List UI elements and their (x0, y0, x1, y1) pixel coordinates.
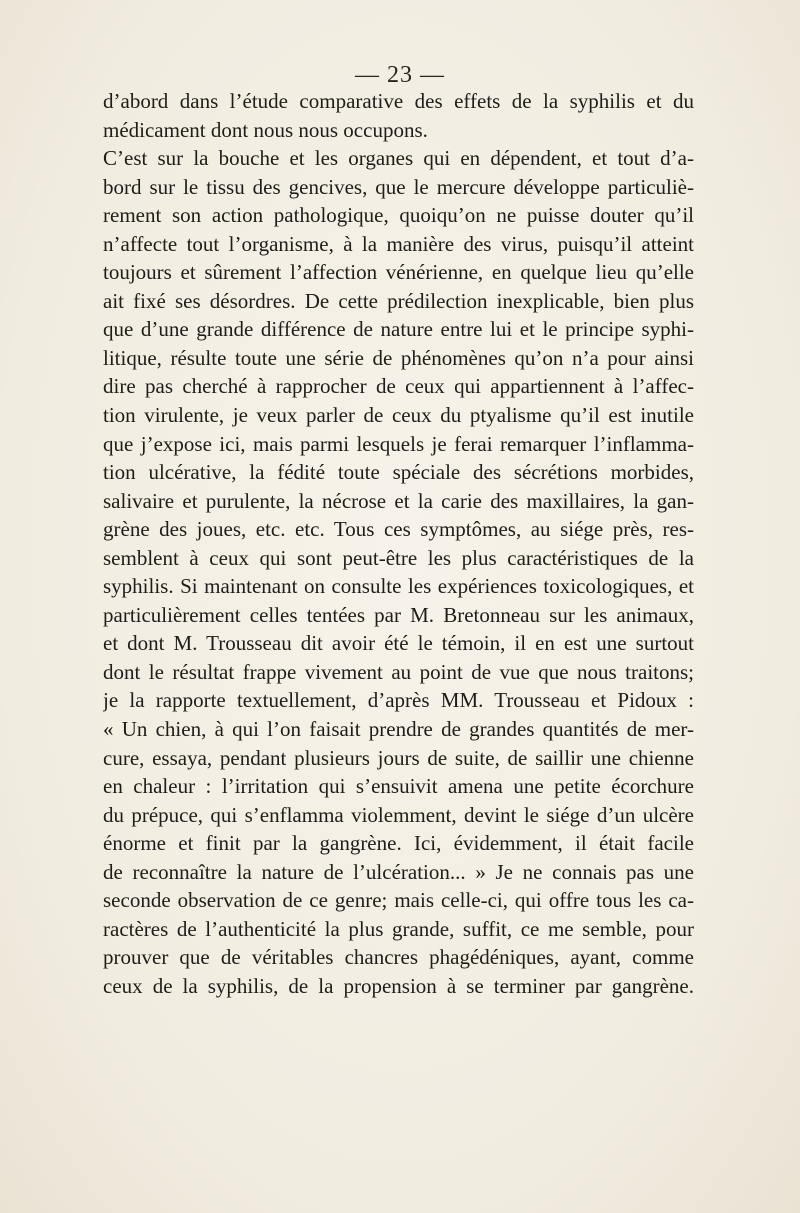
text-line: grène des joues, etc. etc. Tous ces symptômes, au siége près, res- (103, 517, 694, 542)
text-line: de reconnaître la nature de l’ulcération... » Je ne connais pas une (103, 859, 694, 884)
text-line: je la rapporte textuellement, d’après MM. Trousseau et Pidoux : (103, 688, 694, 713)
text-line: cure, essaya, pendant plusieurs jours de suite, de saillir une chienne (103, 745, 694, 770)
text-line: « Un chien, à qui l’on faisait prendre de grandes quantités de mer- (103, 717, 694, 742)
text-line: litique, résulte toute une série de phénomènes qu’on n’a pour ainsi (103, 345, 694, 370)
text-line: du prépuce, qui s’enflamma violemment, devint le siége d’un ulcère (103, 802, 694, 827)
text-line: et dont M. Trousseau dit avoir été le témoin, il en est une surtout (103, 631, 694, 656)
text-line: toujours et sûrement l’affection vénérienne, en quelque lieu qu’elle (103, 260, 694, 285)
text-line: tion ulcérative, la fédité toute spéciale des sécrétions morbides, (103, 460, 694, 485)
text-line: bord sur le tissu des gencives, que le mercure développe particuliè- (103, 174, 694, 199)
text-line: ait fixé ses désordres. De cette prédilection inexplicable, bien plus (103, 288, 694, 313)
text-line: salivaire et purulente, la nécrose et la carie des maxillaires, la gan- (103, 488, 694, 513)
text-line: ceux de la syphilis, de la propension à se terminer par gangrène. (103, 973, 694, 998)
text-line: en chaleur : l’irritation qui s’ensuivit amena une petite écorchure (103, 774, 694, 799)
text-line: particulièrement celles tentées par M. Bretonneau sur les animaux, (103, 602, 694, 627)
text-line: énorme et finit par la gangrène. Ici, évidemment, il était facile (103, 831, 694, 856)
text-line: C’est sur la bouche et les organes qui en dépendent, et tout d’a- (103, 146, 694, 171)
text-line: n’affecte tout l’organisme, à la manière des virus, puisqu’il atteint (103, 231, 694, 256)
page-number: — 23 — (355, 62, 445, 88)
text-line: dont le résultat frappe vivement au point de vue que nous traitons; (103, 659, 694, 684)
text-line: syphilis. Si maintenant on consulte les expériences toxicologiques, et (103, 574, 694, 599)
text-line: que d’une grande différence de nature entre lui et le principe syphi- (103, 317, 694, 342)
text-line: rement son action pathologique, quoiqu’on ne puisse douter qu’il (103, 203, 694, 228)
text-line: médicament dont nous nous occupons. (103, 117, 428, 142)
text-line: ractères de l’authenticité la plus grande, suffit, ce me semble, pour (103, 916, 694, 941)
text-line: que j’expose ici, mais parmi lesquels je ferai remarquer l’inflamma- (103, 431, 694, 456)
text-line: semblent à ceux qui sont peut-être les plus caractéristiques de la (103, 545, 694, 570)
text-line: prouver que de véritables chancres phagédéniques, ayant, comme (103, 945, 694, 970)
text-line: seconde observation de ce genre; mais celle-ci, qui offre tous les ca- (103, 888, 694, 913)
text-line: d’abord dans l’étude comparative des effets de la syphilis et du (103, 89, 694, 113)
body-text (103, 87, 694, 1001)
text-line: tion virulente, je veux parler de ceux du ptyalisme qu’il est inutile (103, 403, 694, 428)
text-line: dire pas cherché à rapprocher de ceux qui appartiennent à l’affec- (103, 374, 694, 399)
